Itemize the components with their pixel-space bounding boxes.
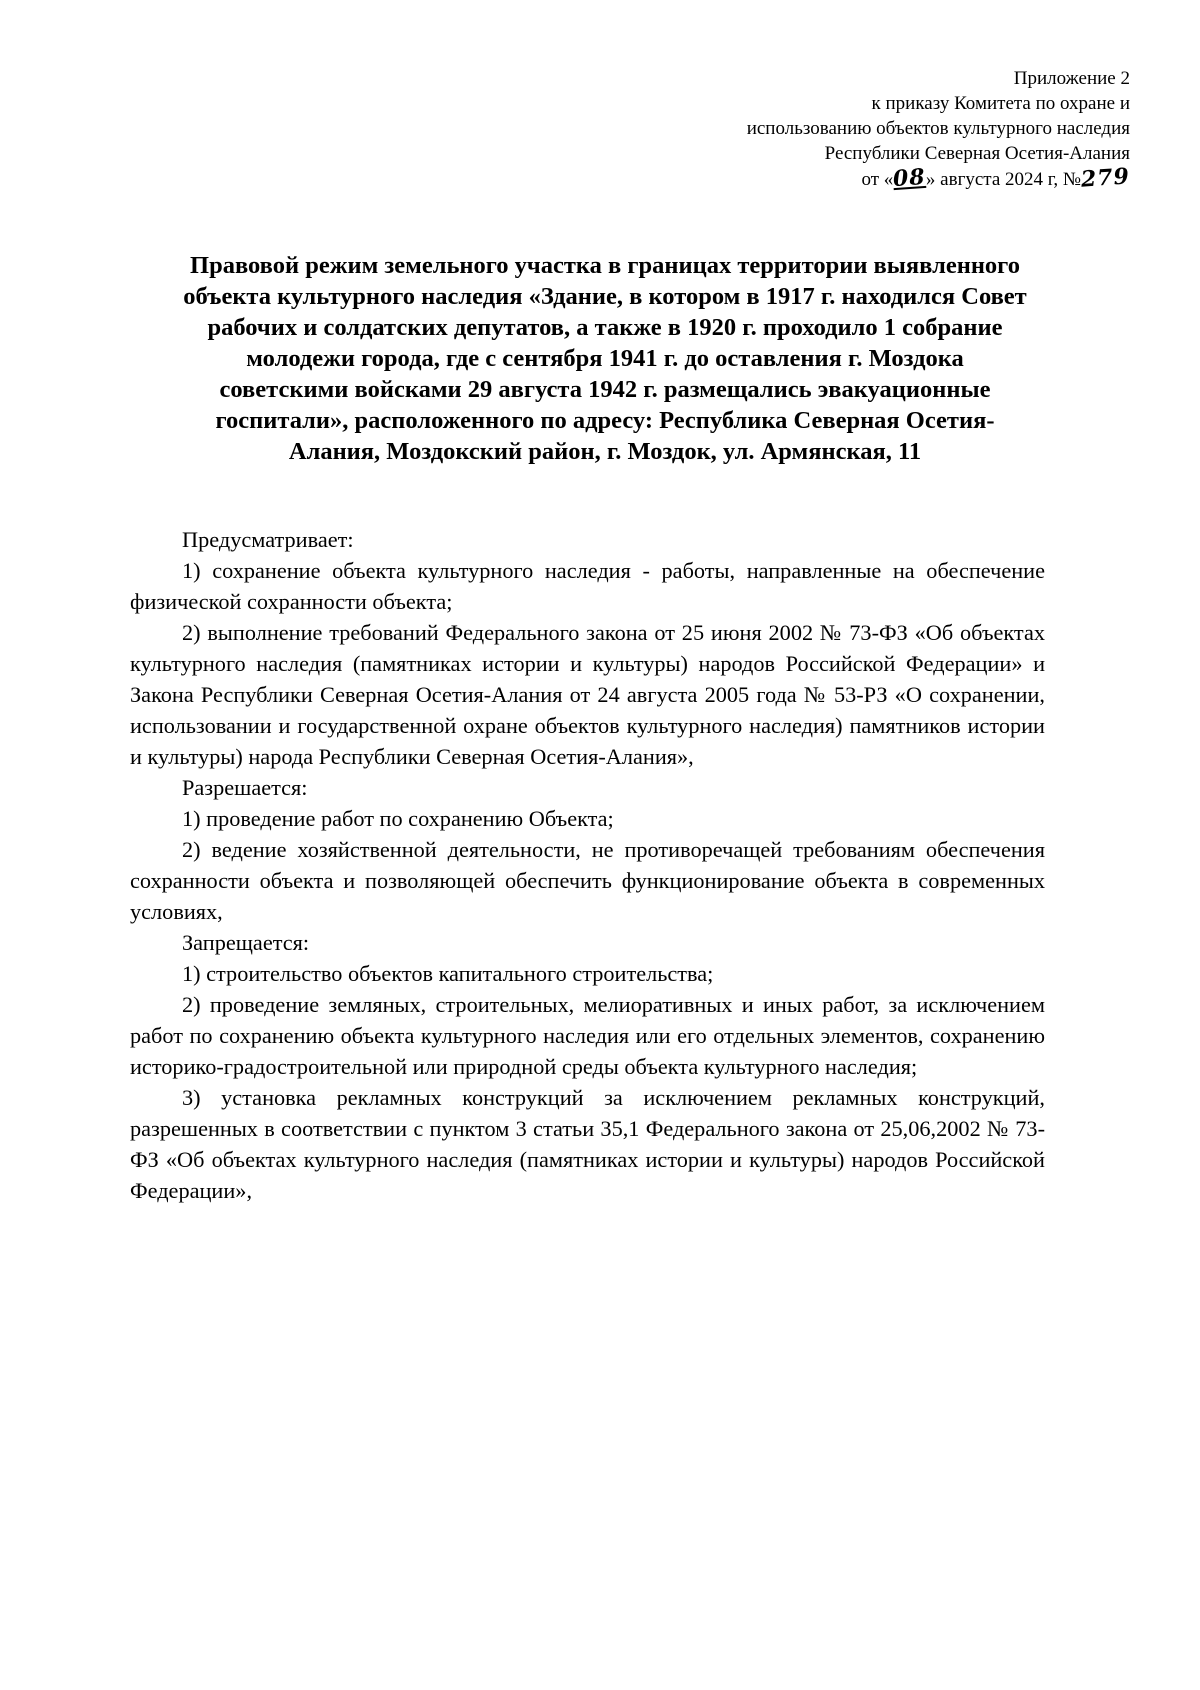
title-line: Алания, Моздокский район, г. Моздок, ул. Армянская, 11 (288, 438, 922, 465)
committee-name: использованию объектов культурного наследия (746, 118, 1130, 139)
appendix-label: Приложение 2 (1013, 68, 1130, 89)
document-title (110, 250, 1100, 467)
title-line: Правовой режим земельного участка в границах территории выявленного (190, 252, 1020, 279)
provides-label: Предусматривает: (182, 527, 354, 552)
allowed-item: 2) ведение хозяйственной деятельности, не противоречащей требованиям обеспечения сохранности объекта и позволяющей обеспечить функционирование объекта в современных условиях, (130, 837, 1045, 924)
title-line: молодежи города, где с сентября 1941 г. до оставления г. Моздока (246, 345, 964, 372)
forbidden-label: Запрещается: (182, 930, 310, 955)
title-line: советскими войсками 29 августа 1942 г. размещались эвакуационные (219, 376, 991, 403)
handwritten-order-number: 279 (1080, 163, 1131, 193)
order-reference: к приказу Комитета по охране и (871, 93, 1130, 114)
forbidden-item: 2) проведение земляных, строительных, мелиоративных и иных работ, за исключением работ по сохранению объекта культурного наследия или его отдельных элементов, сохранению историко-градостроительной или природной среды объекта культурного наследия; (130, 992, 1045, 1079)
allowed-item: 1) проведение работ по сохранению Объекта; (182, 806, 614, 831)
republic-name: Республики Северная Осетия-Алания (824, 143, 1130, 164)
title-line: рабочих и солдатских депутатов, а также в 1920 г. проходило 1 собрание (207, 314, 1003, 341)
forbidden-item: 3) установка рекламных конструкций за исключением рекламных конструкций, разрешенных в соответствии с пунктом 3 статьи 35,1 Федерального закона от 25,06,2002 № 73-ФЗ «Об объектах культурного наследия (памятниках истории и культуры) народов Российской Федерации», (130, 1085, 1045, 1203)
handwritten-day: 08 (892, 163, 927, 193)
appendix-header (570, 66, 1130, 192)
title-line: госпитали», расположенного по адресу: Республика Северная Осетия- (215, 407, 995, 434)
order-date-line (570, 163, 1131, 193)
date-prefix: от « (861, 169, 894, 190)
forbidden-item: 1) строительство объектов капитального строительства; (182, 961, 714, 986)
document-body (130, 524, 1045, 1206)
provides-item: 2) выполнение требований Федерального закона от 25 июня 2002 № 73-ФЗ «Об объектах культурного наследия (памятниках истории и культуры) народов Российской Федерации» и Закона Республики Северная Осетия-Алания от 24 августа 2005 года № 53-РЗ «О сохранении, использовании и государственной охране объектов культурного наследия) памятников истории и культуры) народа Республики Северная Осетия-Алания», (130, 620, 1045, 769)
provides-item: 1) сохранение объекта культурного наследия - работы, направленные на обеспечение физической сохранности объекта; (130, 558, 1045, 614)
date-suffix: » августа 2024 г, № (925, 169, 1082, 190)
title-line: объекта культурного наследия «Здание, в котором в 1917 г. находился Совет (183, 283, 1027, 310)
allowed-label: Разрешается: (182, 775, 308, 800)
